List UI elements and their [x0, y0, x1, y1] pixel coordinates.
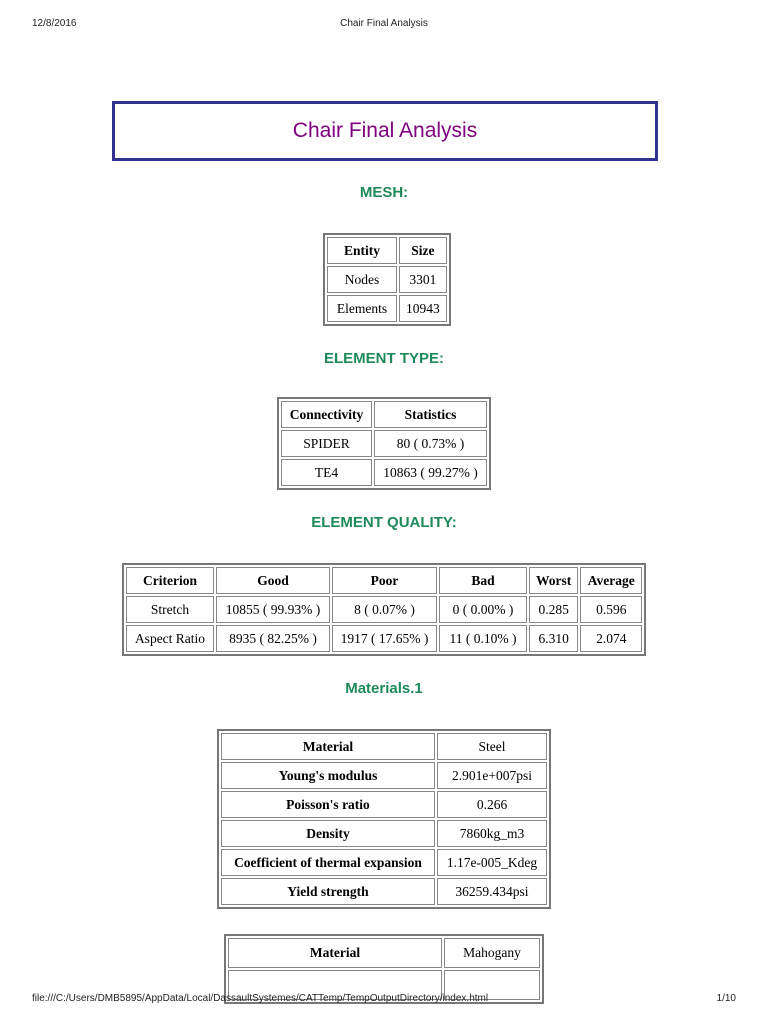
quality-header: Criterion	[126, 567, 214, 594]
mesh-table	[323, 233, 451, 326]
mesh-header-size: Size	[399, 237, 447, 264]
quality-header: Bad	[439, 567, 527, 594]
quality-cell: 8 ( 0.07% )	[332, 596, 437, 623]
element-type-cell: 80 ( 0.73% )	[374, 430, 487, 457]
file-path: file:///C:/Users/DMB5895/AppData/Local/DassaultSystemes/CATTemp/TempOutputDirectory/index.html	[32, 993, 489, 1004]
material-property-value: 1.17e-005_Kdeg	[437, 849, 547, 876]
material-property-value: 0.266	[437, 791, 547, 818]
quality-cell: 6.310	[529, 625, 578, 652]
quality-cell: 0.285	[529, 596, 578, 623]
mesh-cell: Nodes	[327, 266, 397, 293]
materials-heading: Materials.1	[345, 680, 423, 697]
mesh-header-entity: Entity	[327, 237, 397, 264]
material-property-value: Mahogany	[444, 938, 540, 968]
element-quality-heading: ELEMENT QUALITY:	[311, 514, 457, 531]
quality-cell: Aspect Ratio	[126, 625, 214, 652]
page-title: Chair Final Analysis	[292, 119, 478, 142]
print-header-title: Chair Final Analysis	[340, 18, 428, 29]
element-type-table	[277, 397, 491, 490]
page-number: 1/10	[716, 993, 736, 1004]
element-quality-table	[122, 563, 646, 656]
quality-header: Poor	[332, 567, 437, 594]
material-property-value: 7860kg_m3	[437, 820, 547, 847]
quality-cell: 2.074	[580, 625, 642, 652]
element-type-heading: ELEMENT TYPE:	[323, 350, 444, 367]
quality-cell: 8935 ( 82.25% )	[216, 625, 330, 652]
element-type-header: Statistics	[374, 401, 487, 428]
material-property-value: Steel	[437, 733, 547, 760]
element-type-cell: SPIDER	[281, 430, 372, 457]
title-box	[112, 101, 658, 161]
mesh-heading: MESH:	[359, 184, 409, 201]
material-property-label: Poisson's ratio	[221, 791, 435, 818]
material-property-label: Young's modulus	[221, 762, 435, 789]
material-property-label: Yield strength	[221, 878, 435, 905]
material-property-label: Density	[221, 820, 435, 847]
quality-header: Average	[580, 567, 642, 594]
element-type-header: Connectivity	[281, 401, 372, 428]
mesh-cell: 3301	[399, 266, 447, 293]
mesh-cell: Elements	[327, 295, 397, 322]
material-property-label: Coefficient of thermal expansion	[221, 849, 435, 876]
element-type-cell: 10863 ( 99.27% )	[374, 459, 487, 486]
steel-material-table	[217, 729, 551, 909]
quality-cell: Stretch	[126, 596, 214, 623]
quality-cell: 10855 ( 99.93% )	[216, 596, 330, 623]
print-date: 12/8/2016	[32, 18, 77, 29]
quality-cell: 0.596	[580, 596, 642, 623]
mesh-cell: 10943	[399, 295, 447, 322]
quality-cell: 1917 ( 17.65% )	[332, 625, 437, 652]
quality-cell: 11 ( 0.10% )	[439, 625, 527, 652]
quality-header: Good	[216, 567, 330, 594]
material-property-label: Material	[228, 938, 442, 968]
material-property-value: 36259.434psi	[437, 878, 547, 905]
material-property-value: 2.901e+007psi	[437, 762, 547, 789]
quality-cell: 0 ( 0.00% )	[439, 596, 527, 623]
element-type-cell: TE4	[281, 459, 372, 486]
quality-header: Worst	[529, 567, 578, 594]
material-property-label: Material	[221, 733, 435, 760]
